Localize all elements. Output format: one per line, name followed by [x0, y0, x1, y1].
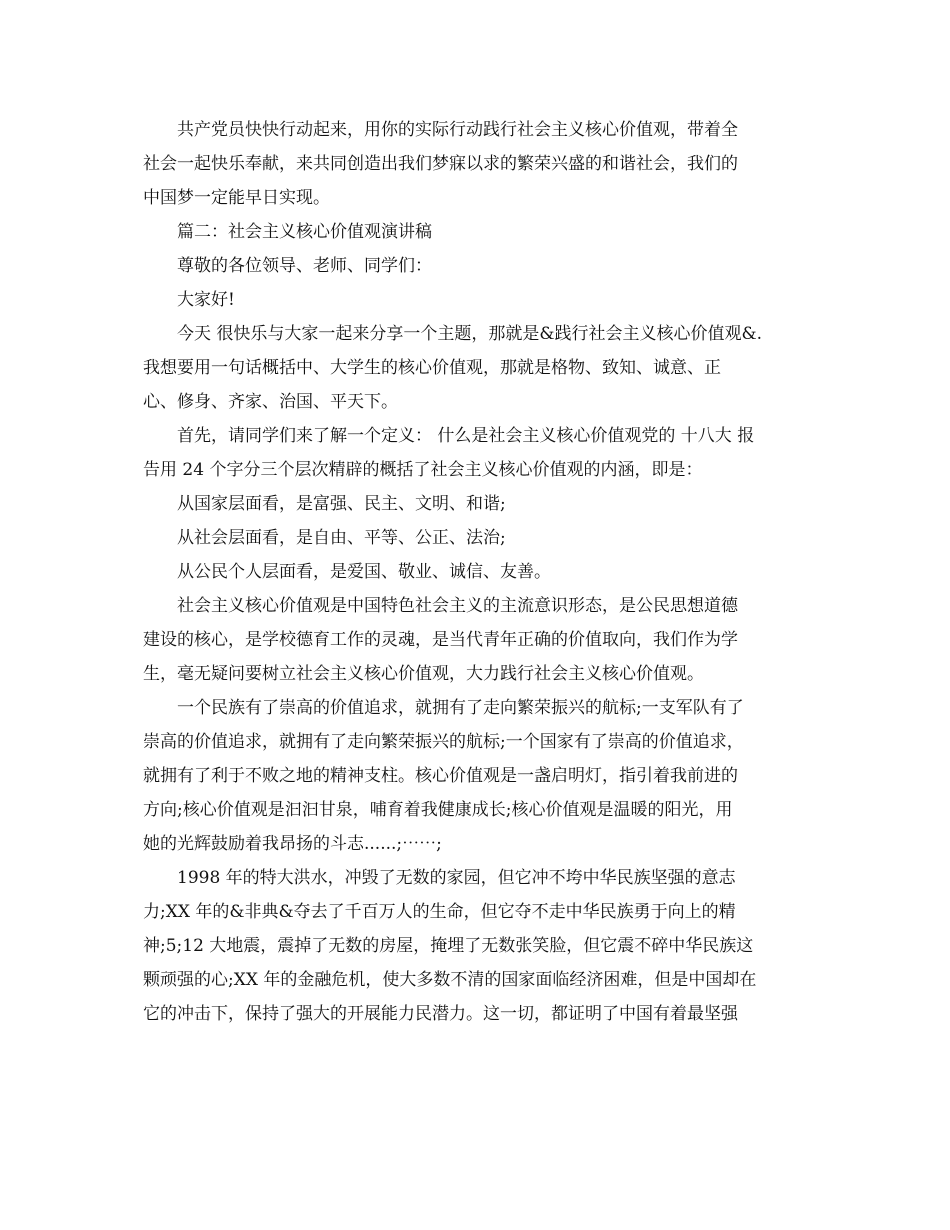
paragraph-line: 社会一起快乐奉献，来共同创造出我们梦寐以求的繁荣兴盛的和谐社会，我们的 [143, 154, 738, 174]
paragraph-line: 一个民族有了崇高的价值追求，就拥有了走向繁荣振兴的航标;一支军队有了 [177, 698, 744, 718]
paragraph-line: 颗顽强的心;XX 年的金融危机，使大多数不清的国家面临经济困难，但是中国却在 [143, 970, 757, 990]
paragraph-line: 中国梦一定能早日实现。 [143, 188, 330, 208]
list-item: 从国家层面看，是富强、民主、文明、和谐; [177, 494, 506, 514]
document-body [143, 113, 813, 1031]
paragraph-line: 社会主义核心价值观是中国特色社会主义的主流意识形态，是公民思想道德 [177, 596, 738, 616]
paragraph-line: 今天 很快乐与大家一起来分享一个主题，那就是&践行社会主义核心价值观&. [177, 324, 763, 344]
paragraph-line: 生，毫无疑问要树立社会主义核心价值观，大力践行社会主义核心价值观。 [143, 664, 704, 684]
paragraph-line: 就拥有了利于不败之地的精神支柱。核心价值观是一盏启明灯，指引着我前进的 [143, 766, 738, 786]
paragraph-line: 它的冲击下，保持了强大的开展能力民潜力。这一切，都证明了中国有着最坚强 [143, 1004, 738, 1024]
paragraph-line: 告用 24 个字分三个层次精辟的概括了社会主义核心价值观的内涵，即是： [143, 460, 703, 480]
paragraph-line: 方向;核心价值观是汩汩甘泉，哺育着我健康成长;核心价值观是温暖的阳光，用 [143, 800, 733, 820]
greeting: 大家好! [177, 290, 235, 310]
section-heading: 篇二：社会主义核心价值观演讲稿 [177, 222, 432, 242]
paragraph-line: 共产党员快快行动起来，用你的实际行动践行社会主义核心价值观，带着全 [177, 120, 738, 140]
paragraph-line: 她的光辉鼓励着我昂扬的斗志......;⋯⋯; [143, 834, 442, 854]
paragraph-line: 心、修身、齐家、治国、平天下。 [143, 392, 398, 412]
salutation: 尊敬的各位领导、老师、同学们： [177, 256, 432, 276]
paragraph-line: 我想要用一句话概括中、大学生的核心价值观，那就是格物、致知、诚意、正 [143, 358, 721, 378]
paragraph-line: 1998 年的特大洪水，冲毁了无数的家园，但它冲不垮中华民族坚强的意志 [177, 868, 736, 888]
paragraph-line: 神;5;12 大地震，震掉了无数的房屋，掩埋了无数张笑脸，但它震不碎中华民族这 [143, 936, 754, 956]
paragraph-line: 建设的核心，是学校德育工作的灵魂，是当代青年正确的价值取向，我们作为学 [143, 630, 738, 650]
paragraph-line: 力;XX 年的&非典&夺去了千百万人的生命，但它夺不走中华民族勇于向上的精 [143, 902, 736, 922]
list-item: 从社会层面看，是自由、平等、公正、法治; [177, 528, 506, 548]
paragraph-line: 首先，请同学们来了解一个定义： 什么是社会主义核心价值观党的 十八大 报 [177, 426, 755, 446]
list-item: 从公民个人层面看，是爱国、敬业、诚信、友善。 [177, 562, 551, 582]
paragraph-line: 崇高的价值追求，就拥有了走向繁荣振兴的航标;一个国家有了崇高的价值追求， [143, 732, 744, 752]
